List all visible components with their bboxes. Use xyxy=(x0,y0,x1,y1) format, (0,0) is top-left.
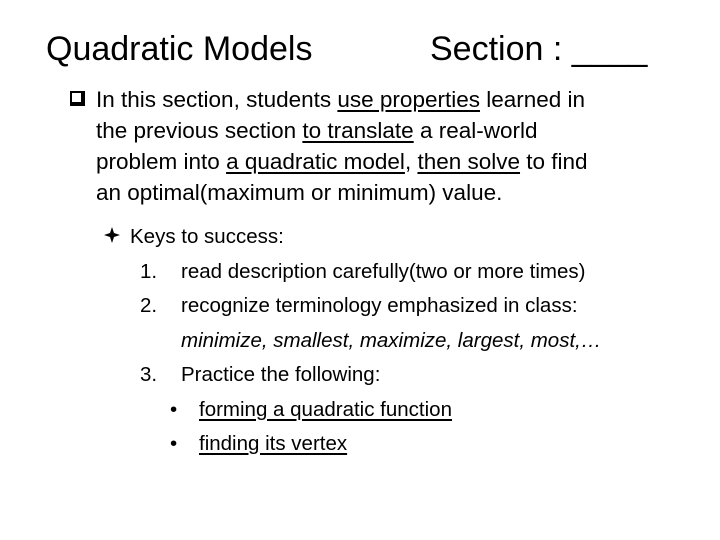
list-text: read description carefully(two or more times) xyxy=(181,259,586,283)
intro-line-1 xyxy=(96,84,690,115)
intro-underlined-phrase: a quadratic model xyxy=(226,149,405,174)
intro-segment: In this section, students xyxy=(96,87,338,112)
list-item xyxy=(104,358,381,393)
list-number: 3. xyxy=(140,363,158,386)
intro-segment: problem into xyxy=(96,149,227,174)
intro-line-4 xyxy=(96,177,690,208)
terminology-examples: minimize, smallest, maximize, largest, most,… xyxy=(181,328,602,352)
list-item xyxy=(104,255,586,290)
section-label: Section : ____ xyxy=(430,30,648,68)
slide-title: Quadratic Models xyxy=(46,30,313,68)
intro-segment: the previous section xyxy=(96,118,303,143)
intro-segment: , xyxy=(404,149,418,174)
hollow-square-bullet-icon xyxy=(70,91,86,107)
intro-underlined-phrase: then solve xyxy=(417,149,521,174)
keys-heading: Keys to success: xyxy=(130,225,284,248)
keys-bullet xyxy=(104,220,602,462)
list-item-continuation xyxy=(104,324,602,359)
intro-underlined-phrase: use properties xyxy=(337,87,480,112)
intro-line-3 xyxy=(96,146,690,177)
practice-item xyxy=(104,427,348,462)
list-text: Practice the following: xyxy=(181,363,381,386)
list-number: 2. xyxy=(140,294,158,317)
intro-segment: learned in xyxy=(479,87,586,112)
intro-segment: to find xyxy=(520,149,588,174)
bullet-dot-icon: • xyxy=(170,432,178,455)
intro-text xyxy=(96,84,690,208)
intro-segment: an optimal(maximum or minimum) value. xyxy=(96,180,503,205)
bullet-dot-icon: • xyxy=(170,397,178,421)
practice-text: forming a quadratic function xyxy=(199,397,452,421)
keys-heading-row xyxy=(104,220,284,255)
list-number: 1. xyxy=(140,259,158,283)
intro-segment: a real-world xyxy=(413,118,538,143)
list-item xyxy=(104,289,578,324)
intro-bullet xyxy=(70,84,690,208)
practice-text: finding its vertex xyxy=(199,432,348,455)
intro-underlined-phrase: to translate xyxy=(302,118,414,143)
list-text: recognize terminology emphasized in class: xyxy=(181,294,578,317)
diamond-bullet-icon xyxy=(104,220,120,255)
intro-line-2 xyxy=(96,115,690,146)
practice-item xyxy=(104,393,452,428)
